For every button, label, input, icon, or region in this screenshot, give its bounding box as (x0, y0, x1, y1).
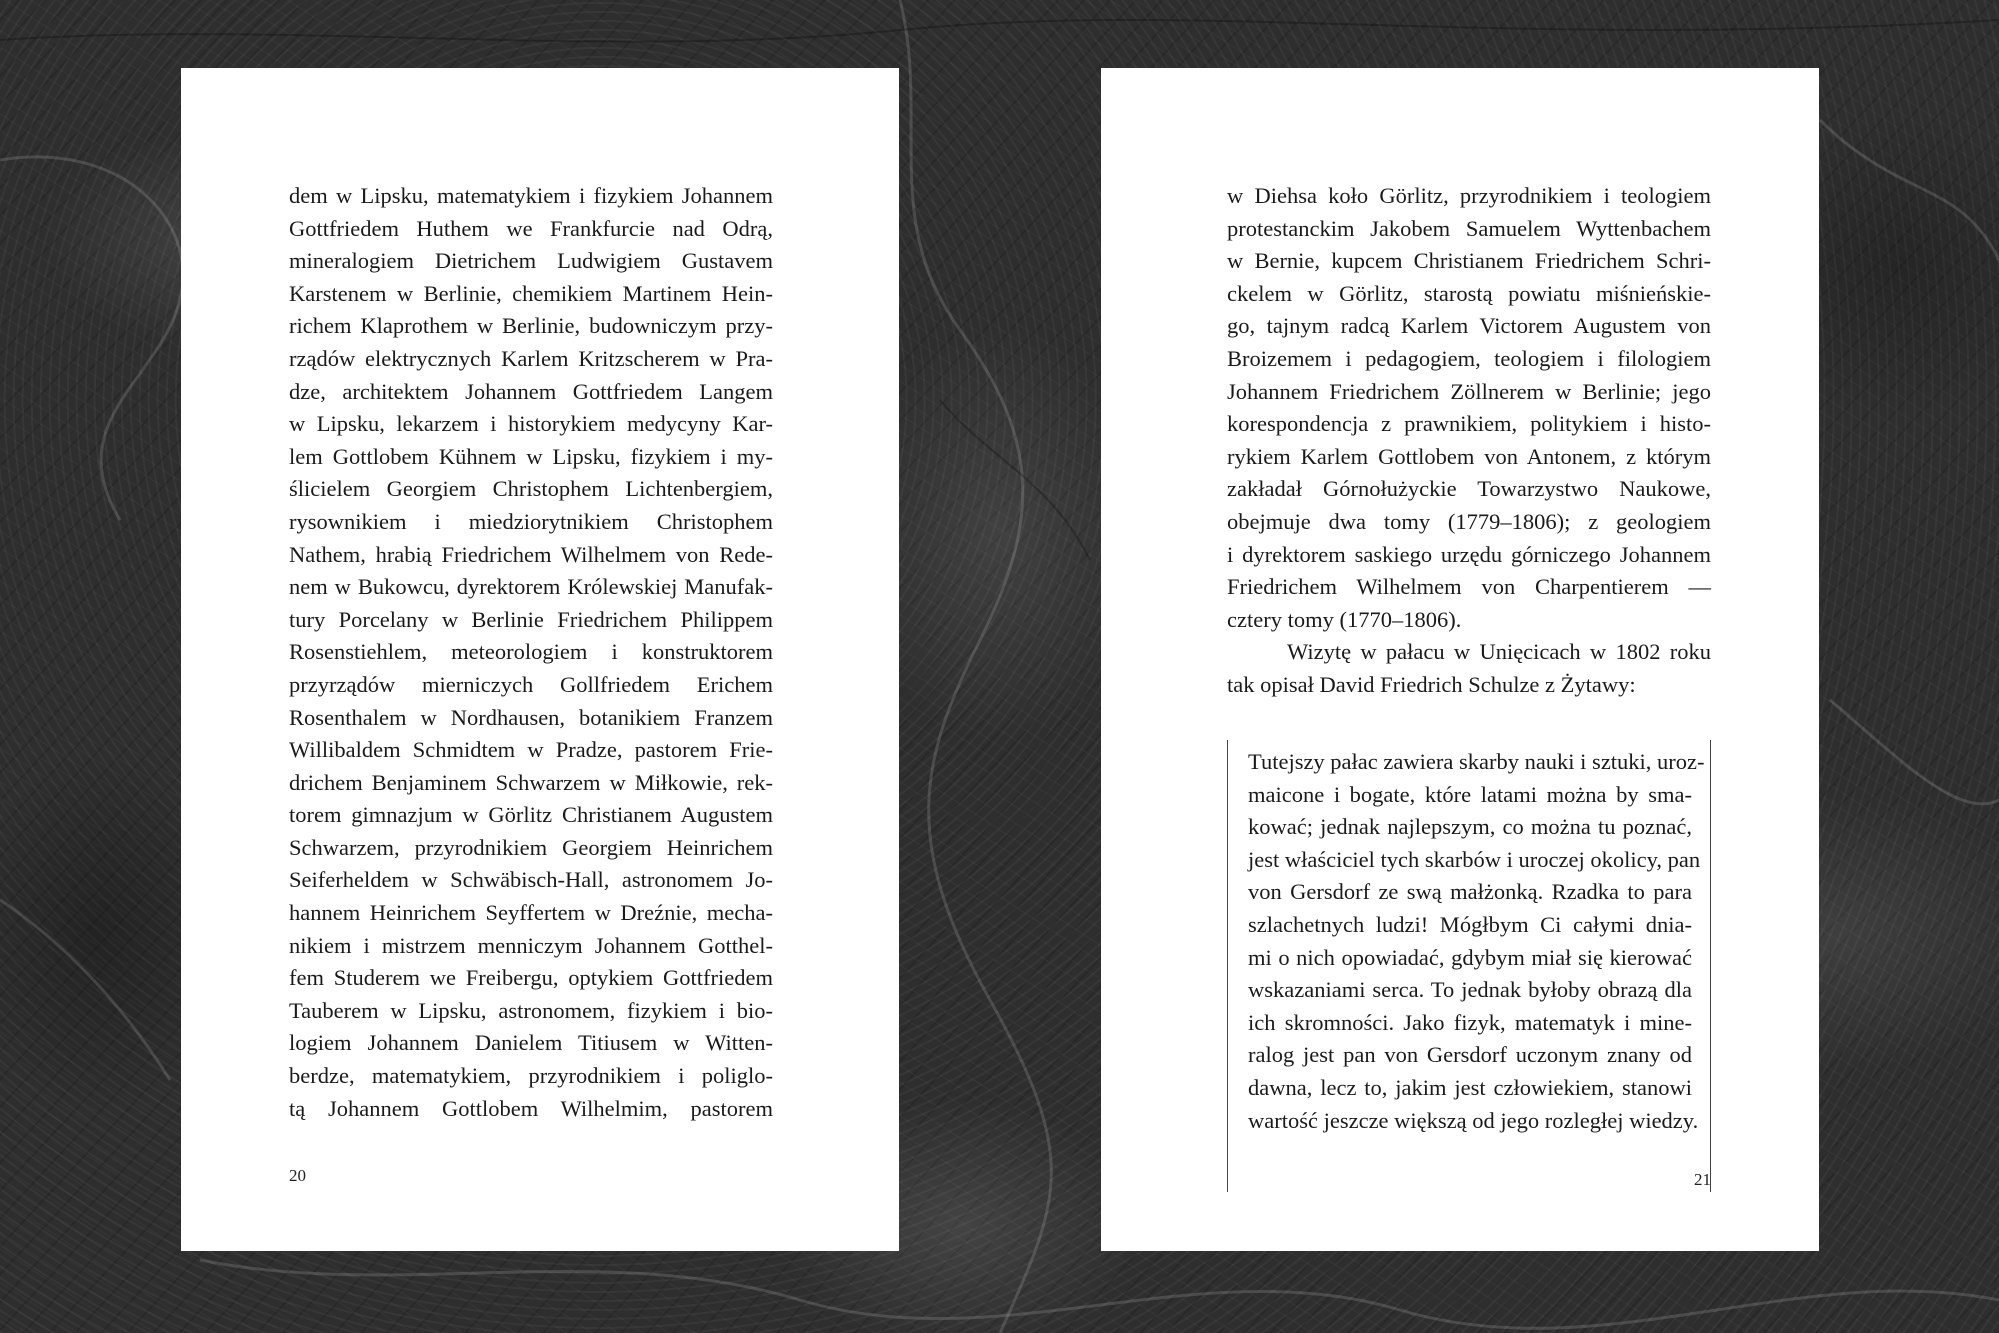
text-line: tą Johannem Gottlobem Wilhelmim, pastorem (289, 1095, 773, 1121)
text-line: Rosenthalem w Nordhausen, botanikiem Franzem (289, 704, 773, 730)
text-line: Broizemem i pedagogiem, teologiem i filologiem (1227, 345, 1711, 371)
quote-line: szlachetnych ludzi! Mógłbym Ci całymi dnia- (1248, 911, 1692, 937)
text-line: Schwarzem, przyrodnikiem Georgiem Heinrichem (289, 834, 773, 860)
quote-line: kować; jednak najlepszym, co można tu poznać, (1248, 814, 1692, 840)
text-line: Rosenstiehlem, meteorologiem i konstruktorem (289, 639, 773, 665)
left-page (181, 68, 899, 1251)
text-line: tury Porcelany w Berlinie Friedrichem Philippem (289, 606, 773, 632)
left-page-body-text (289, 180, 773, 1125)
text-line: nikiem i mistrzem menniczym Johannem Gotthel- (289, 932, 773, 958)
text-line: Gottfriedem Huthem we Frankfurcie nad Odrą, (289, 215, 773, 241)
text-line: przyrządów mierniczych Gollfriedem Erichem (289, 671, 773, 697)
text-line: i dyrektorem saskiego urzędu górniczego Johannem (1227, 541, 1711, 567)
text-line: rysownikiem i miedziorytnikiem Christophem (289, 508, 773, 534)
text-line: Friedrichem Wilhelmem von Charpentierem — (1227, 574, 1711, 600)
text-line: rządów elektrycznych Karlem Kritzscherem w Pra- (289, 345, 773, 371)
text-line: korespondencja z prawnikiem, politykiem i histo- (1227, 411, 1711, 437)
text-line: rykiem Karlem Gottlobem von Antonem, z którym (1227, 443, 1711, 469)
block-quote (1227, 740, 1711, 1192)
text-line: zakładał Górnołużyckie Towarzystwo Naukowe, (1227, 476, 1711, 502)
quote-line: ich skromności. Jako fizyk, matematyk i mine- (1248, 1009, 1692, 1035)
text-line: dem w Lipsku, matematykiem i fizykiem Johannem (289, 183, 773, 208)
quote-line: ralog jest pan von Gersdorf uczonym znany od (1248, 1042, 1692, 1068)
text-line: Tauberem w Lipsku, astronomem, fizykiem i bio- (289, 997, 773, 1023)
text-line: w Bernie, kupcem Christianem Friedrichem Schri- (1227, 248, 1711, 274)
text-line: berdze, matematykiem, przyrodnikiem i poliglo- (289, 1063, 773, 1089)
paragraph-line: tak opisał David Friedrich Schulze z Żytawy: (1227, 671, 1636, 697)
quote-line: Tutejszy pałac zawiera skarby nauki i sztuki, uroz- (1248, 749, 1705, 774)
quote-line: wartość jeszcze większą od jego rozległej wiedzy. (1248, 1107, 1699, 1133)
quote-line: jest właściciel tych skarbów i uroczej okolicy, pan (1248, 846, 1701, 872)
text-line: nem w Bukowcu, dyrektorem Królewskiej Manufak- (289, 574, 773, 600)
text-line: richem Klaprothem w Berlinie, budowniczym przy- (289, 313, 773, 339)
page-number-right: 21 (1694, 1170, 1711, 1189)
text-line: hannem Heinrichem Seyffertem w Dreźnie, mecha- (289, 900, 773, 926)
text-line: mineralogiem Dietrichem Ludwigiem Gustavem (289, 248, 773, 274)
paragraph-line: Wizytę w pałacu w Unięcicach w 1802 roku (1287, 639, 1711, 665)
text-line: Willibaldem Schmidtem w Pradze, pastorem Frie- (289, 737, 773, 763)
text-line: ckelem w Görlitz, starostą powiatu miśnieńskie- (1227, 280, 1711, 306)
right-page (1101, 68, 1819, 1251)
text-line: Karstenem w Berlinie, chemikiem Martinem Hein- (289, 280, 773, 306)
right-page-body-text (1227, 180, 1711, 702)
page-number-left: 20 (289, 1166, 306, 1185)
text-line: lem Gottlobem Kühnem w Lipsku, fizykiem i my- (289, 443, 773, 469)
text-line: protestanckim Jakobem Samuelem Wyttenbachem (1227, 215, 1711, 241)
text-line: drichem Benjaminem Schwarzem w Miłkowie, rek- (289, 769, 773, 795)
quote-line: mi o nich opowiadać, gdybym miał się kierować (1248, 944, 1692, 970)
text-line: Johannem Friedrichem Zöllnerem w Berlinie; jego (1227, 378, 1711, 404)
quote-line: von Gersdorf ze swą małżonką. Rzadka to para (1248, 879, 1692, 905)
quote-line: wskazaniami serca. To jednak byłoby obrazą dla (1248, 977, 1692, 1003)
text-line: dze, architektem Johannem Gottfriedem Langem (289, 378, 773, 404)
text-line: obejmuje dwa tomy (1779–1806); z geologiem (1227, 508, 1711, 534)
text-line: Nathem, hrabią Friedrichem Wilhelmem von Rede- (289, 541, 773, 567)
quote-line: dawna, lecz to, jakim jest człowiekiem, stanowi (1248, 1074, 1692, 1100)
text-line: w Diehsa koło Görlitz, przyrodnikiem i teologiem (1227, 183, 1711, 208)
text-line: Seiferheldem w Schwäbisch-Hall, astronomem Jo- (289, 867, 773, 893)
text-line: ślicielem Georgiem Christophem Lichtenbergiem, (289, 476, 773, 502)
text-line: torem gimnazjum w Görlitz Christianem Augustem (289, 802, 773, 828)
text-line: logiem Johannem Danielem Titiusem w Witten- (289, 1030, 773, 1056)
text-line: w Lipsku, lekarzem i historykiem medycyny Kar- (289, 411, 773, 437)
text-line: fem Studerem we Freibergu, optykiem Gottfriedem (289, 965, 773, 991)
text-line: cztery tomy (1770–1806). (1227, 606, 1462, 632)
text-line: go, tajnym radcą Karlem Victorem Augustem von (1227, 313, 1711, 339)
quote-line: maicone i bogate, które latami można by sma- (1248, 781, 1692, 807)
